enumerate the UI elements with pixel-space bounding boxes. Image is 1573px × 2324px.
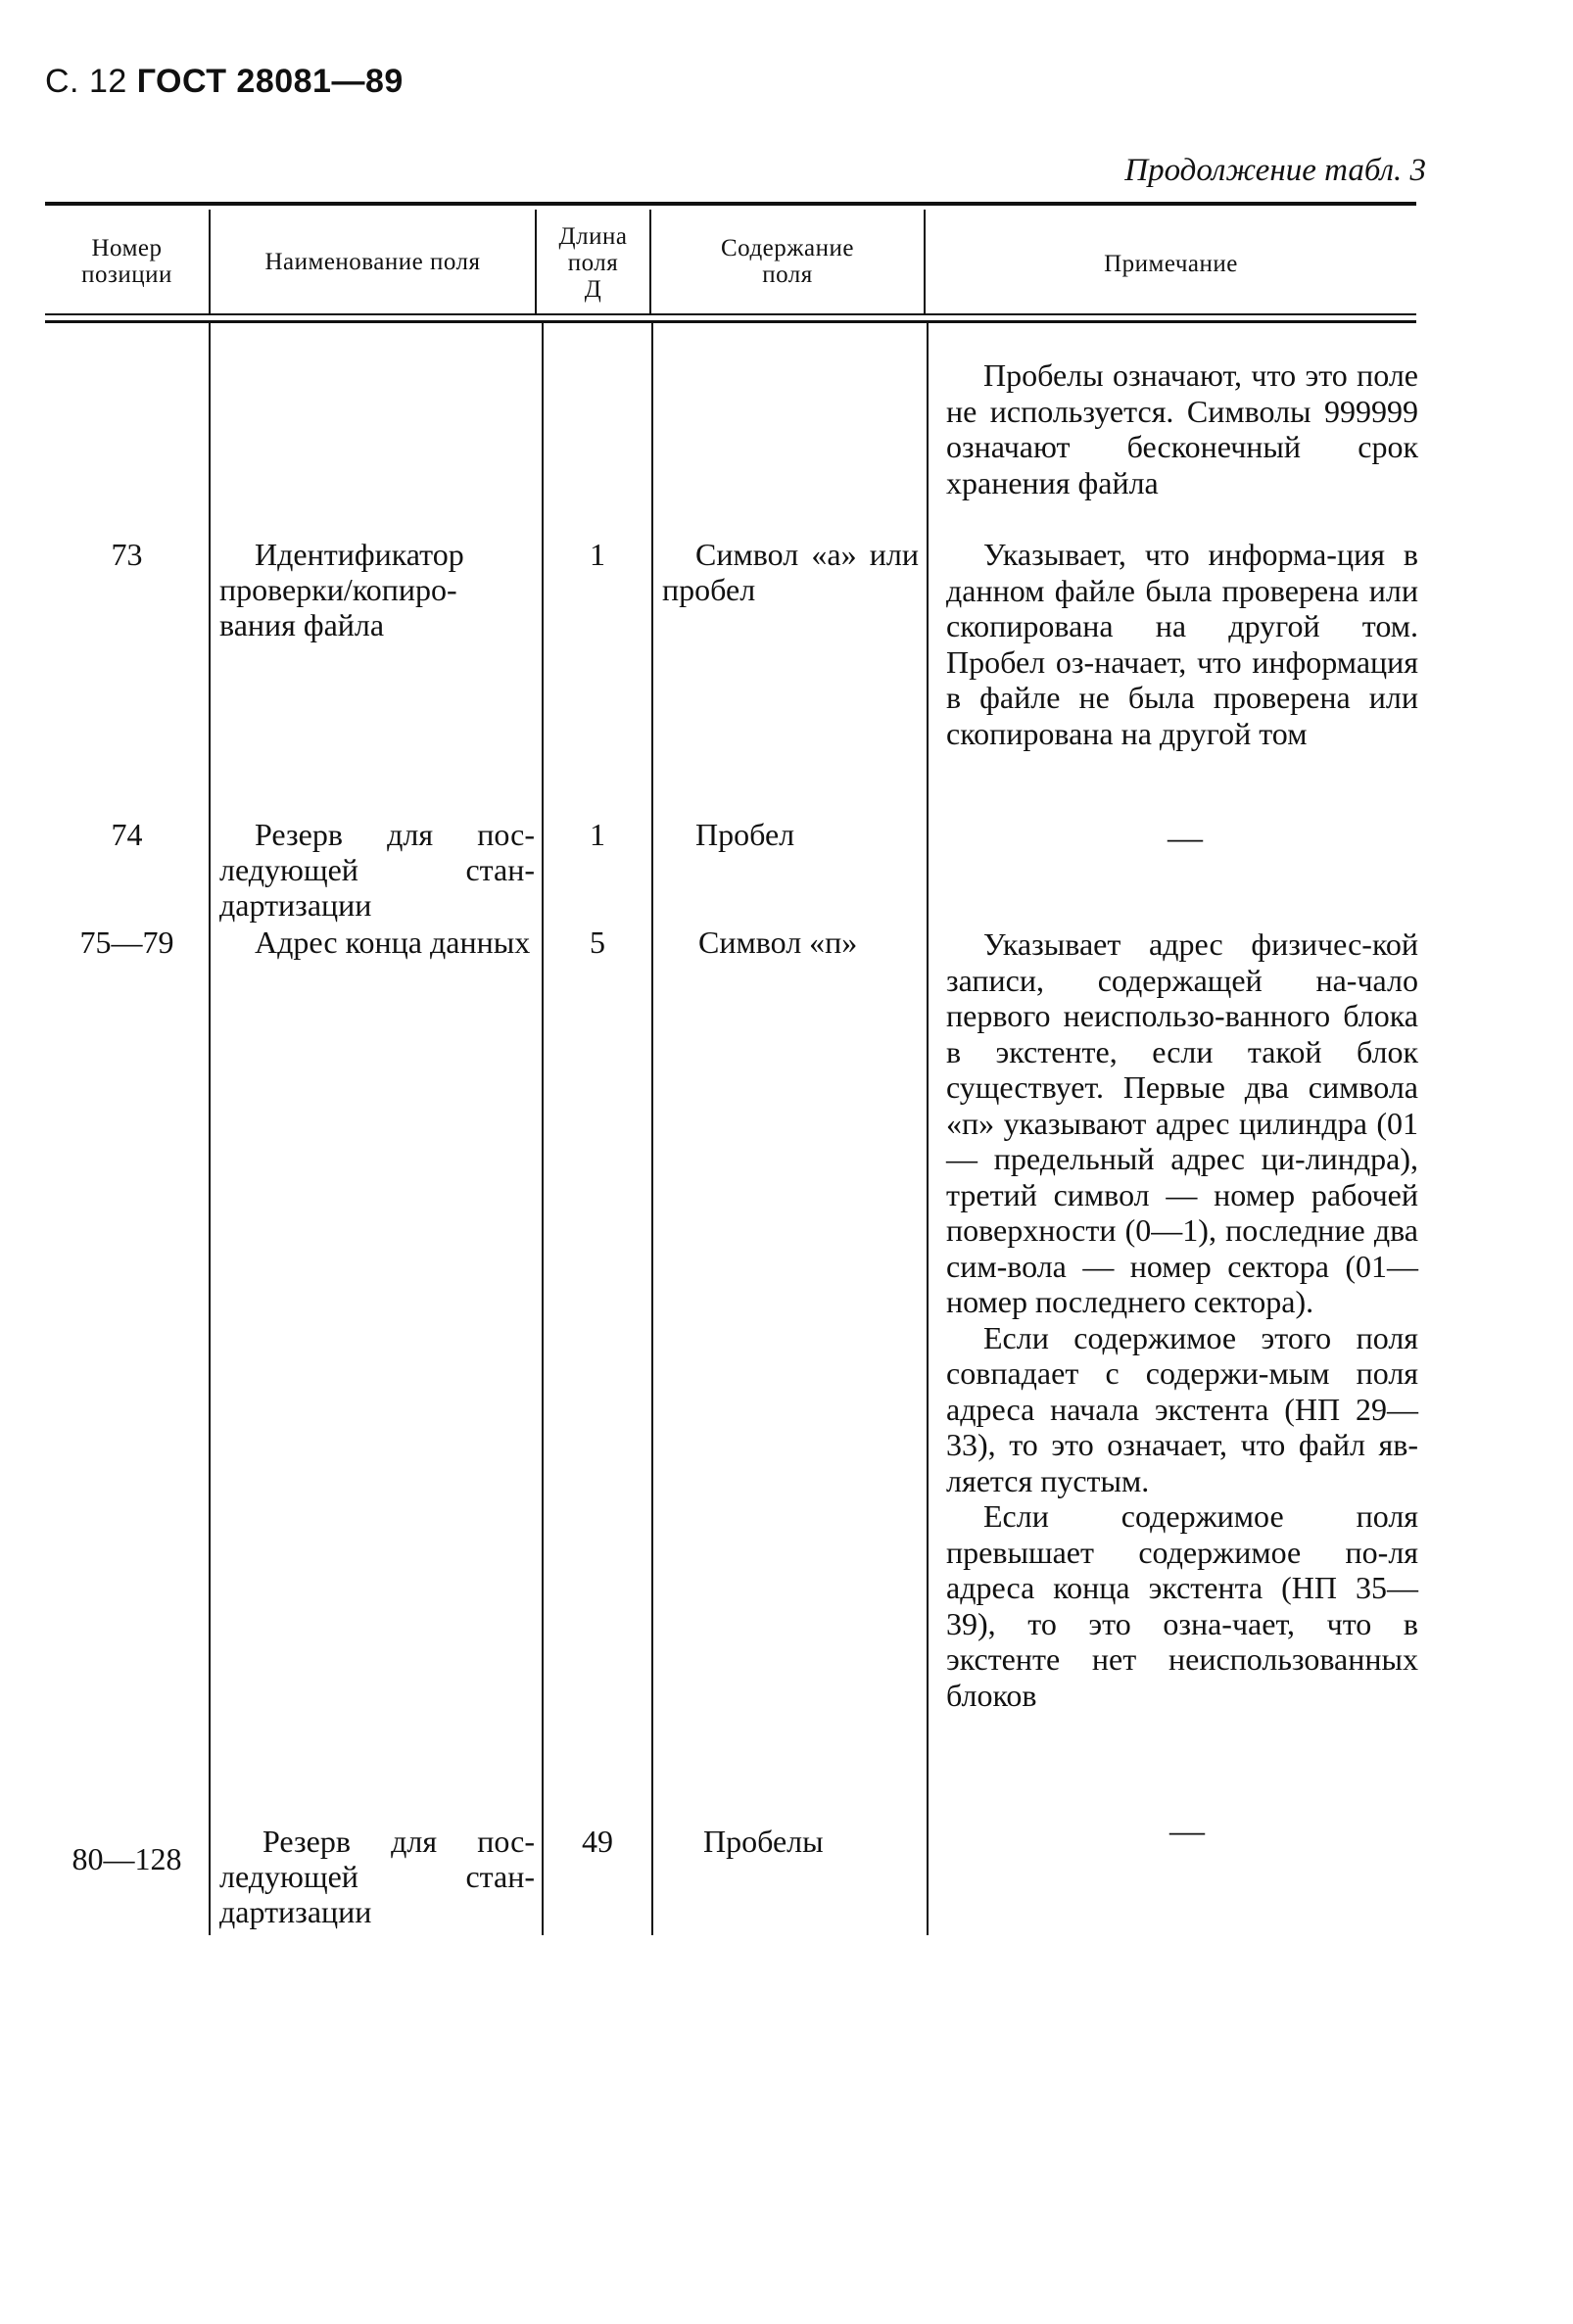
column-separator [651, 323, 653, 1935]
header-field-name: Наименование поля [264, 249, 481, 275]
row-74-number: 74 [111, 817, 143, 852]
row-75-79-length: 5 [590, 925, 605, 960]
table-top-rule [45, 202, 1416, 206]
row-80-128-content: Пробелы [703, 1824, 824, 1859]
row-80-128-name: Резерв для пос-ледующей стан-дартизации [219, 1824, 535, 1929]
page-number: С. 12 [45, 63, 127, 100]
row-73-content: Символ «а» или пробел [662, 537, 919, 607]
row-80-128-number: 80—128 [72, 1841, 182, 1876]
row-75-79-note: Указывает адрес физичес-кой записи, содержащей на-чало первого неиспользо-ванного блока в экстенте, если такой блок существует. Первые два символа «п» указывают адрес цилиндра (01 — предельный адрес ци-линдра), третий символ — номер рабочей поверхности (0—1), последние два сим-вола — номер сектора (01— номер последнего сектора). Если содержимое этого поля совпадает с содержи-мым поля адреса начала экстента (НП 29—33), то это означает, что файл яв-ляется пустым. Если содержимое поля превышает содержимое по-ля адреса конца экстента (НП 35—39), то это озна-чает, что в экстенте нет неиспользованных блоков [946, 926, 1418, 1713]
header-field-content: Содержание поля [721, 235, 854, 288]
header-field-length: Длина поля Д [558, 223, 628, 303]
header-bottom-rule-double [45, 320, 1416, 323]
row-74-length: 1 [590, 817, 605, 852]
row-75-79-number: 75—79 [79, 925, 174, 960]
carryover-note: Пробелы означают, что это поле не используется. Символы 999999 означают бесконечный срок хранения файла [946, 357, 1418, 500]
row-73-length: 1 [590, 537, 605, 572]
header-bottom-rule [45, 313, 1416, 315]
page-header [45, 63, 404, 101]
row-73-number: 73 [111, 537, 143, 572]
row-74-note: — [1168, 818, 1203, 857]
row-74-content: Пробел [695, 817, 795, 852]
row-80-128-note: — [1169, 1811, 1205, 1850]
header-position-number: Номер позиции [81, 235, 172, 288]
column-separator [209, 323, 211, 1935]
row-73-note: Указывает, что информа-ция в данном файле была проверена или скопирована на другой том. Пробел оз-начает, что информация в файле не была проверена или скопирована на другой том [946, 537, 1418, 751]
row-73-name: Идентификатор проверки/копиро-вания файла [219, 537, 464, 642]
standard-number: ГОСТ 28081—89 [136, 63, 404, 100]
column-separator [927, 323, 929, 1935]
row-75-79-content: Символ «п» [698, 925, 858, 960]
row-75-79-name: Адрес конца данных [255, 925, 531, 960]
row-80-128-length: 49 [582, 1824, 613, 1859]
table-continuation-label: Продолжение табл. 3 [1124, 153, 1426, 188]
header-note: Примечание [1104, 251, 1238, 277]
row-74-name: Резерв для пос-ледующей стан-дартизации [219, 817, 535, 923]
